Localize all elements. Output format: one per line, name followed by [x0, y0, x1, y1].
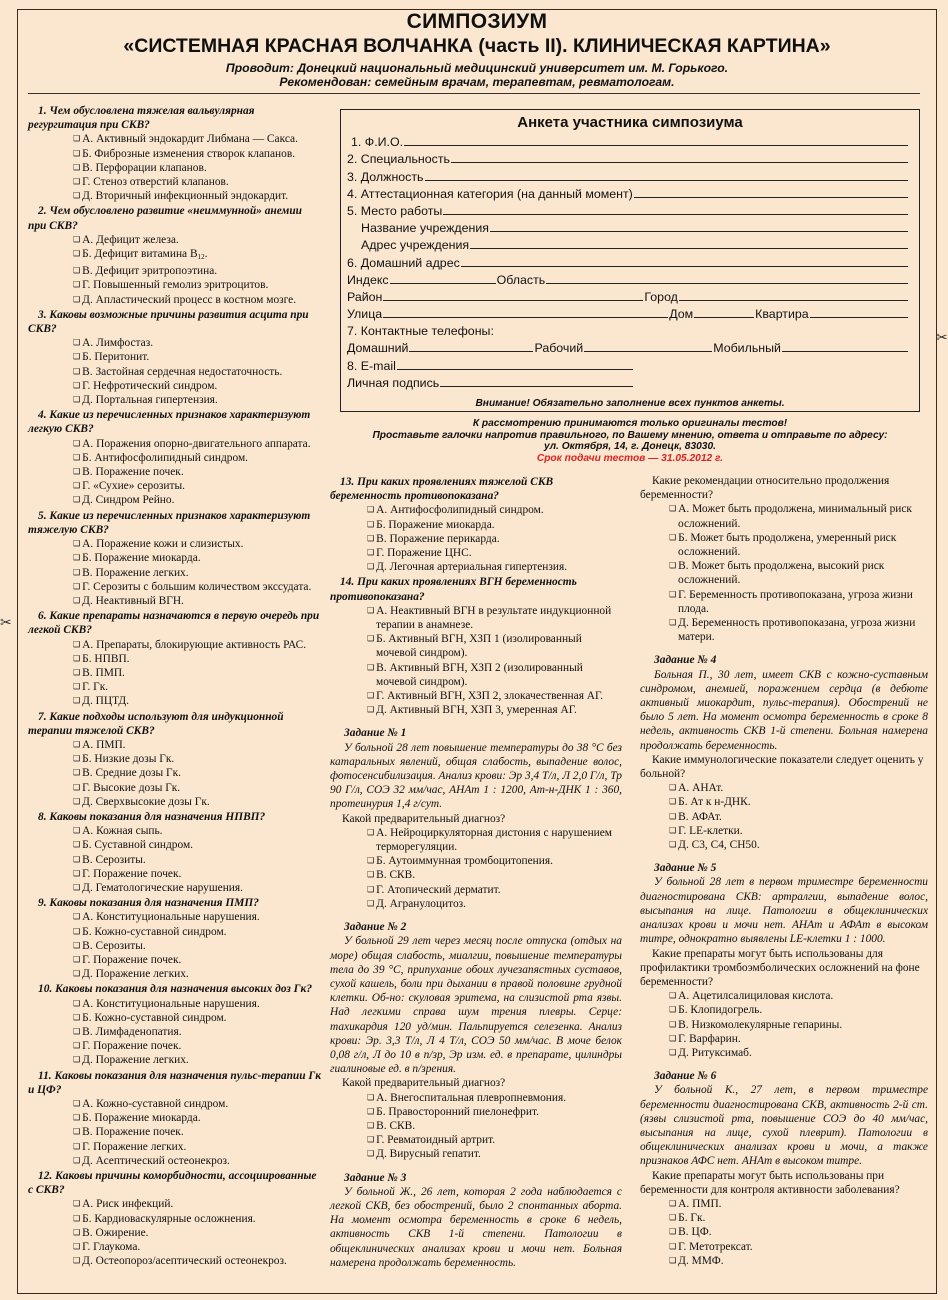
answer-option[interactable]	[28, 1240, 322, 1254]
answer-option-label: А. Поражение кожи и слизистых.	[82, 538, 244, 551]
answer-option-label: А. Кожно-суставной синдром.	[82, 1098, 229, 1111]
street-row: Улица Дом Квартира	[341, 304, 919, 321]
answer-option-label: В. Поражение почек.	[82, 1126, 184, 1139]
question-5	[28, 509, 322, 608]
answer-option[interactable]: ❑ В. ЦФ.	[640, 1225, 928, 1239]
answer-option[interactable]	[28, 551, 322, 565]
fio-field[interactable]	[404, 145, 908, 146]
answer-option[interactable]	[28, 132, 322, 146]
task-question: Какие препараты могут быть использованы для профилактики тромбоэмболических осложнений на фоне беременности?	[640, 947, 920, 988]
task-5	[640, 861, 928, 1060]
specialty-row: 2. Специальность	[341, 149, 919, 166]
fio-row: 1. Ф.И.О.	[341, 132, 919, 149]
answer-option[interactable]: ❑ Д. Ритуксимаб.	[640, 1046, 928, 1060]
answer-option[interactable]: ❑ В. Низкомолекулярные гепарины.	[640, 1018, 928, 1032]
question-3	[28, 308, 322, 407]
answer-option-label: А. Конституциональные нарушения.	[82, 911, 260, 924]
answer-option-label: Б. Фиброзные изменения створок клапанов.	[82, 147, 296, 160]
answer-option-label: Д. Неактивный ВГН.	[82, 594, 184, 607]
answer-option[interactable]	[28, 1097, 322, 1111]
apt-field[interactable]	[810, 317, 908, 318]
index-field[interactable]	[390, 283, 496, 284]
answer-option-label: Б. Поражение миокарда.	[82, 552, 201, 565]
answer-option[interactable]	[330, 532, 622, 546]
task-question: Какие препараты могут быть использованы при беременности для контроля активности заболевания?	[640, 1169, 900, 1196]
district-row: Район Город	[341, 287, 919, 304]
header-divider	[28, 93, 920, 94]
answer-option-label: А. Неактивный ВГН в результате индукционной терапии в анамнезе.	[376, 604, 612, 632]
question-text: 1. Чем обусловлена тяжелая вальвулярная регургитация при СКВ?	[28, 105, 255, 132]
answer-option[interactable]	[28, 1197, 322, 1211]
answer-option-label: В. Средние дозы Гк.	[82, 767, 182, 780]
question-text: 12. Каковы причины коморбидности, ассоциированные с СКВ?	[28, 1170, 317, 1197]
answer-option[interactable]	[28, 580, 322, 594]
answer-option-label: В. Ожирение.	[82, 1226, 149, 1239]
answer-option-label: В. Застойная сердечная недостаточность.	[82, 365, 283, 378]
questions-column-1	[28, 103, 322, 1268]
question-text: 14. При каких проявлениях ВГН беременность противопоказана?	[330, 576, 577, 603]
answer-option[interactable]	[28, 752, 322, 766]
answer-option[interactable]	[28, 1053, 322, 1067]
recommended-for: Рекомендован: семейным врачам, терапевтам, ревматологам.	[279, 75, 675, 89]
answer-option[interactable]	[28, 437, 322, 451]
task-3	[330, 1171, 622, 1270]
answer-option-label: Б. Низкие дозы Гк.	[82, 753, 175, 766]
answer-option-label: Д. ПЦТД.	[82, 695, 129, 708]
inst-addr-field[interactable]	[470, 248, 908, 249]
question-13	[330, 475, 622, 574]
question-text: 4. Какие из перечисленных признаков характеризуют легкую СКВ?	[28, 409, 311, 436]
answer-option[interactable]	[330, 703, 622, 717]
answer-option-label: В. Дефицит эритропоэтина.	[82, 265, 218, 278]
answer-option-label: Г. Поражение почек.	[82, 953, 182, 966]
answer-option[interactable]: ❑ А. Ацетилсалициловая кислота.	[640, 989, 928, 1003]
answer-option[interactable]	[28, 264, 322, 278]
answer-option[interactable]	[28, 465, 322, 479]
answer-option[interactable]	[28, 147, 322, 161]
answer-option[interactable]	[330, 518, 622, 532]
district-field[interactable]	[383, 300, 643, 301]
answer-option[interactable]: ❑ Г. Метотрексат.	[640, 1240, 928, 1254]
task-question: Какой предварительный диагноз?	[342, 1077, 506, 1090]
answer-option-label: Д. Активный ВГН, ХЗП 3, умеренная АГ.	[376, 704, 577, 717]
answer-option-label: Д. Сверхвысокие дозы Гк.	[82, 795, 210, 808]
answer-option[interactable]	[330, 560, 622, 574]
answer-option[interactable]	[28, 1212, 322, 1226]
question-1	[28, 104, 322, 203]
answer-option[interactable]	[28, 638, 322, 652]
answer-option[interactable]: ❑ В. СКВ.	[330, 1119, 622, 1133]
scissors-icon: ✂	[936, 331, 948, 346]
task-4	[640, 653, 928, 852]
answer-option-label: Г. Глаукома.	[82, 1241, 141, 1254]
phones-row: 7. Контактные телефоны:	[347, 324, 494, 339]
answer-option[interactable]	[28, 350, 322, 364]
answer-option[interactable]	[28, 336, 322, 350]
answer-option-label: А. Активный эндокардит Либмана — Сакса.	[82, 133, 298, 146]
page-title: СИМПОЗИУМ	[406, 10, 548, 33]
task-title: Задание № 4	[654, 654, 717, 667]
answer-option[interactable]	[28, 1025, 322, 1039]
answer-option[interactable]: ❑ Б. Аутоиммунная тромбоцитопения.	[330, 854, 622, 868]
scissors-icon: ✂	[0, 616, 12, 631]
question-2	[28, 204, 322, 306]
task-title: Задание № 6	[654, 1070, 717, 1083]
answer-option-label: Б. Дефицит витамина B	[82, 248, 198, 261]
answer-option-label: А. Дефицит железа.	[82, 233, 179, 246]
answer-option[interactable]: ❑ Г. Варфарин.	[640, 1032, 928, 1046]
question-10	[28, 982, 322, 1067]
answer-option[interactable]	[330, 632, 622, 660]
task-question: Какие иммунологические показатели следует оценить у больной?	[640, 753, 924, 781]
answer-option[interactable]	[28, 537, 322, 551]
answer-option[interactable]	[28, 233, 322, 247]
answer-option-label: Д. Апластический процесс в костном мозге.	[82, 293, 297, 306]
answer-option[interactable]	[330, 546, 622, 560]
answer-option-label: Д. Синдром Рейно.	[82, 494, 175, 507]
task-6	[640, 1069, 928, 1268]
answer-option[interactable]: ❑ А. АНАт.	[640, 781, 928, 795]
answer-option-label: Г. Активный ВГН, ХЗП 2, злокачественная АГ.	[376, 690, 604, 703]
answer-option-label: Г. Гк.	[82, 681, 109, 694]
answer-option-label: Б. Суставной синдром.	[82, 839, 194, 852]
answer-option-label: Д. Поражение легких.	[82, 1054, 189, 1067]
answer-option-label: А. Антифосфолипидный синдром.	[376, 504, 544, 517]
question-text: 11. Каковы показания для назначения пульс-терапии Гк и ЦФ?	[28, 1069, 322, 1096]
answer-option[interactable]	[28, 451, 322, 465]
position-row: 3. Должность	[341, 166, 919, 183]
answer-option-label: Д. Асептический остеонекроз.	[82, 1154, 230, 1167]
answer-option-label: В. ПМП.	[82, 666, 125, 679]
answer-option-label: Г. Серозиты с большим количеством экссудата.	[82, 580, 312, 593]
answer-option[interactable]	[28, 738, 322, 752]
answer-option[interactable]	[28, 953, 322, 967]
task-2	[330, 920, 622, 1161]
inst-addr-row: Адрес учреждения	[341, 235, 919, 252]
answer-option[interactable]	[28, 694, 322, 708]
home-row: 6. Домашний адрес	[341, 252, 919, 269]
answer-option-label: А. Риск инфекций.	[82, 1198, 174, 1211]
question-4	[28, 408, 322, 507]
answer-option[interactable]	[28, 1254, 322, 1268]
signature-field[interactable]	[440, 386, 633, 387]
answer-option[interactable]: ❑ Д. С3, С4, СН50.	[640, 838, 928, 852]
answer-option[interactable]	[28, 1154, 322, 1168]
answer-option-label: Д. Легочная артериальная гипертензия.	[376, 561, 568, 574]
answer-option-label: В. Поражение почек.	[82, 466, 184, 479]
answer-option-label: Б. Кожно-суставной синдром.	[82, 925, 227, 938]
answer-option[interactable]: ❑ Г. Ревматоидный артрит.	[330, 1133, 622, 1147]
answer-option[interactable]: ❑ В. АФАт.	[640, 810, 928, 824]
answer-option[interactable]	[28, 1039, 322, 1053]
conducted-by: Проводит: Донецкий национальный медицинский университет им. М. Горького.	[225, 61, 729, 75]
answer-option-label: А. Препараты, блокирующие активность РАС.	[82, 638, 307, 651]
answer-option[interactable]	[28, 824, 322, 838]
answer-option[interactable]	[330, 661, 622, 689]
answer-option-label: В. Поражение легких.	[82, 566, 189, 579]
home-phone-field[interactable]	[409, 351, 533, 352]
answer-option-label: Б. Антифосфолипидный синдром.	[82, 451, 249, 464]
answer-option[interactable]	[28, 795, 322, 809]
task-text: Больная П., 30 лет, имеет СКВ с кожно-суставным синдромом, анемией, поражением сердца (в дебюте активный миокардит, пульс-терапия). Обострений не было 5 лет. На момент осмотра беременность в сроке 8 недель, активность СКВ 1-й степени. Больная намерена продолжать беременность.	[640, 668, 928, 752]
region-field[interactable]	[546, 283, 908, 284]
category-row: 4. Аттестационная категория (на данный момент)	[341, 184, 919, 201]
answer-option[interactable]: ❑ Д. Вирусный гепатит.	[330, 1147, 622, 1161]
task-text: У больной К., 27 лет, в первом триместре беременности диагностирована СКВ, активность 2-й ст. (язвы слизистой рта, повышение СОЭ до 40 мм/час, высыпания на лице, сухой плеврит). Патологии в общеклинических анализах крови и мочи, а также признаков АФС нет. АНАт в высоком титре.	[640, 1084, 928, 1168]
answer-option[interactable]: ❑ Г. Атопический дерматит.	[330, 883, 622, 897]
answer-option[interactable]	[28, 967, 322, 981]
answer-option[interactable]	[330, 689, 622, 703]
answer-option[interactable]	[28, 781, 322, 795]
home-field[interactable]	[461, 266, 908, 267]
answer-option-label: Б. Поражение миокарда.	[376, 518, 495, 531]
answer-option[interactable]	[28, 293, 322, 307]
answer-option[interactable]	[28, 189, 322, 203]
answer-option[interactable]	[28, 278, 322, 292]
category-field[interactable]	[634, 197, 908, 198]
page-header	[18, 10, 936, 89]
questions-column-3	[640, 474, 928, 1268]
question-14	[330, 575, 622, 717]
answer-option-label: В. Серозиты.	[82, 853, 146, 866]
task-text: У больной 29 лет через месяц после отпуска (отдых на море) общая слабость, миалгии, повышение температуры тела до 39 °С, припухание обоих лучезапястных суставов, сухой кашель, боли при дыхании в правой половине грудной клетки. Об-но: скуловая эритема, на слизистой рта язвы. Над легкими справа шум трения плевры. Серце: тахикардия 120 уд/мин. Пальпируется селезенка. Анализ крови: Эр. 3,3 Т/л, Л 4 Т/л, СОЭ 50 мм/час. В моче белок 0,08 г/л, Л до 10 в п/зр, Эр изм. ед. в препарате, цилиндры гиалиновые ед. в п/зрения.	[330, 935, 622, 1076]
specialty-field[interactable]	[451, 162, 908, 163]
answer-option-label: Г. Повышенный гемолиз эритроцитов.	[82, 279, 269, 292]
question-text: 10. Каковы показания для назначения высоких доз Гк?	[38, 983, 313, 996]
question-text: 7. Какие подходы используют для индукционной терапии тяжелой СКВ?	[28, 710, 284, 737]
answer-option[interactable]	[28, 652, 322, 666]
answer-option[interactable]	[28, 766, 322, 780]
answer-option-label: Б. Активный ВГН, ХЗП 1 (изолированный мочевой синдром).	[376, 633, 582, 660]
answer-option[interactable]	[28, 1011, 322, 1025]
answer-option-label: Г. «Сухие» серозиты.	[82, 480, 185, 493]
answer-option[interactable]: ❑ Д. Агранулоцитоз.	[330, 897, 622, 911]
answer-option[interactable]	[28, 161, 322, 175]
mobile-phone-field[interactable]	[782, 351, 908, 352]
task-title: Задание № 3	[344, 1171, 407, 1184]
question-text: 9. Каковы показания для назначения ПМП?	[38, 897, 259, 910]
answer-option-label: Б. Кардиоваскулярные осложнения.	[82, 1212, 256, 1225]
answer-option[interactable]	[28, 666, 322, 680]
answer-option-label: Д. Остеопороз/асептический остеонекроз.	[82, 1255, 287, 1268]
answer-option[interactable]: ❑ Д. Беременность противопоказана, угроза жизни матери.	[640, 616, 928, 644]
answer-option[interactable]	[28, 680, 322, 694]
answer-option[interactable]: ❑ В. Может быть продолжена, высокий риск осложнений.	[640, 559, 928, 587]
answer-option[interactable]: ❑ А. Может быть продолжена, минимальный риск осложнений.	[640, 502, 928, 530]
task-3-continued	[640, 474, 928, 644]
answer-option-label: В. Активный ВГН, ХЗП 2 (изолированный мочевой синдром).	[376, 661, 583, 688]
answer-option[interactable]	[28, 1226, 322, 1240]
option-end: .	[204, 248, 208, 261]
question-text: 13. При каких проявлениях тяжелой СКВ беременность противопоказана?	[330, 476, 554, 503]
answer-option[interactable]	[28, 939, 322, 953]
answer-option[interactable]: ❑ А. Нейроциркуляторная дистония с нарушением терморегуляции.	[330, 826, 622, 854]
answer-option-label: Г. Высокие дозы Гк.	[82, 781, 181, 794]
question-12	[28, 1169, 322, 1268]
question-text: 3. Каковы возможные причины развития асцита при СКВ?	[28, 308, 309, 336]
answer-option[interactable]	[28, 393, 322, 407]
answer-option-label: Г. Стеноз отверстий клапанов.	[82, 176, 229, 189]
task-question: Какие рекомендации относительно продолжения беременности?	[640, 475, 890, 502]
answer-option[interactable]	[28, 867, 322, 881]
answer-option-label: Г. Поражение почек.	[82, 867, 182, 880]
answer-option[interactable]: ❑ Б. Клопидогрель.	[640, 1003, 928, 1017]
answer-option[interactable]	[28, 379, 322, 393]
answer-option[interactable]	[28, 910, 322, 924]
answer-option-label: Б. Перитонит.	[82, 351, 150, 364]
task-text: У больной Ж., 26 лет, которая 2 года наблюдается с легкой СКВ, без обострений, было 2 спонтанных аборта. На момент осмотра беременность в сроке 6 недель, активность СКВ 1-й степени. Патологии в общеклинических анализах крови и мочи нет. Больная намерена продолжать беременность.	[330, 1185, 622, 1269]
page-subtitle: «СИСТЕМНАЯ КРАСНАЯ ВОЛЧАНКА (часть II). КЛИНИЧЕСКАЯ КАРТИНА»	[123, 35, 831, 57]
answer-option[interactable]: ❑ Б. Может быть продолжена, умеренный риск осложнений.	[640, 531, 928, 559]
answer-option[interactable]	[28, 175, 322, 189]
answer-option[interactable]: ❑ Б. Гк.	[640, 1211, 928, 1225]
answer-option[interactable]	[28, 997, 322, 1011]
question-6	[28, 609, 322, 708]
workplace-row: 5. Место работы	[341, 201, 919, 218]
task-title: Задание № 1	[344, 727, 407, 740]
question-11	[28, 1069, 322, 1168]
answer-option-label: А. Лимфостаз.	[82, 337, 154, 350]
task-text: У больной 28 лет повышение температуры до 38 °С без катаральных явлений, общая слабость, выпадение волос, фотосенсибилизация. Анализ крови: Эр 3,4 Т/л, Л 2,0 Г/л, Тр 90 Г/л, СОЭ 32 мм/час, АНАт 1 : 1200, Ат-н-ДНК 1 : 360, протеинурия 1,4 г/сут.	[330, 741, 622, 811]
answer-option[interactable]	[28, 853, 322, 867]
question-7	[28, 710, 322, 809]
submission-notice: К рассмотрению принимаются только оригиналы тестов! Проставьте галочки напротив правильного, по Вашему мнению, ответа и отправьте по адресу: ул. Октября, 14, г. Донецк, 83030. Срок подачи тестов — 31.05.2012 г.	[340, 418, 920, 465]
subscript: 12	[197, 253, 205, 262]
position-field[interactable]	[425, 180, 908, 181]
answer-option-label: Г. Нефротический синдром.	[82, 379, 218, 392]
answer-option[interactable]	[28, 838, 322, 852]
answer-option[interactable]	[28, 1140, 322, 1154]
answer-option-label: А. Конституциональные нарушения.	[82, 997, 260, 1010]
signature-row: Личная подпись	[341, 373, 919, 390]
city-field[interactable]	[679, 300, 908, 301]
inst-name-field[interactable]	[490, 231, 908, 232]
deadline: Срок подачи тестов — 31.05.2012 г.	[536, 453, 724, 465]
answer-option-label: Д. Вторичный инфекционный эндокардит.	[82, 190, 289, 203]
answer-option-label: Б. Кожно-суставной синдром.	[82, 1011, 227, 1024]
answer-option[interactable]	[28, 247, 322, 264]
answer-option-label: Г. Поражение легких.	[82, 1140, 187, 1153]
task-text: У больной 28 лет в первом триместре беременности диагностирована СКВ: артралгии, выпадение волос, высыпания на лице. Патологии в общеклинических анализах крови и мочи нет. АНАт и АФАт в высоком титре, однократно выявлены LE-клетки 1 : 1000.	[640, 876, 928, 946]
answer-option[interactable]: ❑ Г. Беременность противопоказана, угроза жизни плода.	[640, 588, 928, 616]
answer-option[interactable]: ❑ В. СКВ.	[330, 868, 622, 882]
answer-option-label: В. Серозиты.	[82, 939, 146, 952]
form-attention: Внимание! Обязательно заполнение всех пунктов анкеты.	[475, 397, 785, 409]
answer-option[interactable]: ❑ Б. Ат к н-ДНК.	[640, 795, 928, 809]
answer-option[interactable]: ❑ А. Внегоспитальная плевропневмония.	[330, 1091, 622, 1105]
answer-option[interactable]	[28, 594, 322, 608]
answer-option[interactable]	[28, 1111, 322, 1125]
answer-option-label: В. Лимфаденопатия.	[82, 1026, 182, 1038]
question-8	[28, 810, 322, 895]
work-phone-field[interactable]	[584, 351, 712, 352]
answer-option[interactable]: ❑ Д. ММФ.	[640, 1254, 928, 1268]
workplace-field[interactable]	[443, 214, 908, 215]
task-title: Задание № 2	[344, 921, 407, 934]
email-row: 8. E-mail	[341, 355, 919, 372]
answer-option-label: Б. Поражение миокарда.	[82, 1112, 201, 1125]
answer-option-label: Д. Портальная гипертензия.	[82, 394, 218, 407]
phone-numbers-row: Домашний Рабочий Мобильный	[341, 338, 919, 355]
inst-name-row: Название учреждения	[341, 218, 919, 235]
questions-column-2	[330, 474, 622, 1270]
house-field[interactable]	[694, 317, 754, 318]
question-text: 2. Чем обусловлено развитие «неиммунной» анемии при СКВ?	[28, 205, 302, 232]
answer-option-label: А. ПМП.	[82, 738, 126, 751]
answer-option-label: Б. НПВП.	[82, 652, 130, 665]
answer-option[interactable]	[28, 493, 322, 507]
question-text: 6. Какие препараты назначаются в первую очередь при легкой СКВ?	[28, 610, 320, 637]
form-title: Анкета участника симпозиума	[517, 114, 743, 131]
answer-option-label: В. Поражение перикарда.	[376, 532, 500, 545]
answer-option[interactable]	[28, 925, 322, 939]
answer-option[interactable]	[330, 503, 622, 517]
question-9	[28, 896, 322, 981]
answer-option-label: В. Перфорации клапанов.	[82, 161, 207, 174]
answer-option-label: Г. Поражение ЦНС.	[376, 547, 472, 560]
answer-option-label: А. Кожная сыпь.	[82, 825, 163, 838]
task-1	[330, 726, 622, 911]
participant-form	[340, 109, 920, 412]
answer-option-label: Д. Гематологические нарушения.	[82, 881, 243, 894]
answer-option[interactable]: ❑ Г. LE-клетки.	[640, 824, 928, 838]
email-field[interactable]	[397, 369, 633, 370]
answer-option-label: Д. Поражение легких.	[82, 968, 189, 981]
answer-option[interactable]	[28, 365, 322, 379]
answer-option-label: А. Поражения опорно-двигательного аппарата.	[82, 437, 311, 450]
answer-option[interactable]	[330, 604, 622, 632]
answer-option[interactable]: ❑ А. ПМП.	[640, 1197, 928, 1211]
street-field[interactable]	[383, 317, 668, 318]
answer-option[interactable]: ❑ Б. Правосторонний пиелонефрит.	[330, 1105, 622, 1119]
answer-option[interactable]	[28, 881, 322, 895]
answer-option[interactable]	[28, 1125, 322, 1139]
index-row: Индекс Область	[341, 270, 919, 287]
task-title: Задание № 5	[654, 862, 717, 875]
answer-option[interactable]	[28, 479, 322, 493]
answer-option[interactable]	[28, 566, 322, 580]
question-text: 5. Какие из перечисленных признаков характеризуют тяжелую СКВ?	[28, 509, 311, 536]
question-text: 8. Каковы показания для назначения НПВП?	[38, 810, 266, 823]
task-question: Какой предварительный диагноз?	[342, 812, 506, 825]
answer-option-label: Г. Поражение почек.	[82, 1040, 182, 1053]
